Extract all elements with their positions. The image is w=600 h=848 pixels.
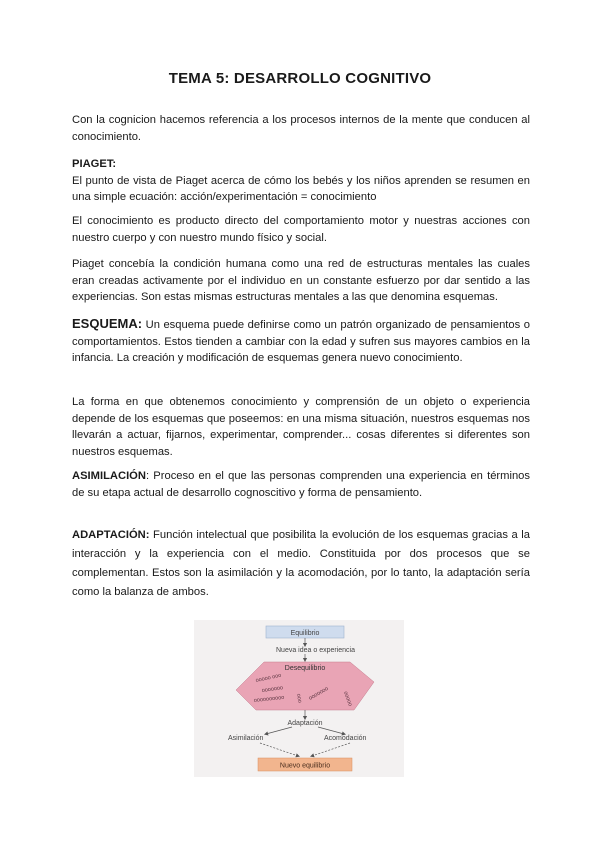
nueva-idea-label: Nueva idea o experiencia	[276, 647, 355, 654]
esquema-paragraph	[72, 316, 530, 367]
asimilacion-text: : Proceso en el que las personas comprenden una experiencia en términos de su etapa actual de desarrollo cognoscitivo y forma de pensamiento.	[72, 470, 530, 499]
svg-text:ooooooo: ooooooo	[261, 685, 284, 694]
intro-paragraph: Con la cognicion hacemos referencia a los procesos internos de la mente que conducen al conocimiento.	[72, 114, 530, 143]
diagram-svg	[194, 620, 404, 777]
piaget-paragraph-3: Piaget concebía la condición humana como una red de estructuras mentales las cuales eran creadas activamente por el individuo en un constante esfuerzo por dar sentido a las experiencias. Son estas mismas estructuras mentales a las que denomina esquemas.	[72, 258, 530, 303]
svg-text:ooooooo: ooooooo	[308, 685, 330, 702]
svg-text:ooooo ooo: ooooo ooo	[255, 672, 282, 684]
piaget-section	[72, 156, 530, 206]
adaptacion-paragraph	[72, 526, 530, 602]
svg-text:oooooooooo: oooooooooo	[253, 694, 285, 704]
nuevo-equilibrio-label: Nuevo equilibrio	[279, 762, 331, 770]
svg-text:ooooo: ooooo	[342, 690, 353, 708]
esquema-text: Un esquema puede definirse como un patrón organizado de pensamientos o comportamientos. Estos tienden a cambiar con la edad y sufren sus mayores cambios en la infancia. La creación y modificación de esquemas genera nuevo conocimiento.	[72, 319, 530, 364]
svg-text:ooo: ooo	[295, 693, 303, 704]
acomodacion-diagram-label: Acomodación	[324, 735, 367, 742]
adaptacion-text: Función intelectual que posibilita la evolución de los esquemas gracias a la interacción y la experiencia con el medio. Constituida por dos procesos que se complementan. Estos son la asimilación y la acomodación, por lo tanto, la adaptación sería como la balanza de ambos.	[72, 529, 530, 598]
page-title: TEMA 5: DESARROLLO COGNITIVO	[168, 70, 432, 87]
adaptacion-label: ADAPTACIÓN:	[72, 529, 150, 541]
asimilacion-diagram-label: Asimilación	[228, 735, 264, 742]
piaget-paragraph-1: El punto de vista de Piaget acerca de cómo los bebés y los niños aprenden se resumen en una simple ecuación: acción/experimentación = conocimiento	[72, 174, 530, 203]
esquema-label: ESQUEMA:	[72, 316, 143, 331]
desequilibrio-label: Desequilibrio	[284, 665, 326, 672]
piaget-heading: PIAGET:	[72, 158, 117, 170]
piaget-paragraph-2: El conocimiento es producto directo del comportamiento motor y nuestras acciones con nuestro cuerpo y con nuestro mundo físico y social.	[72, 215, 530, 244]
asimilacion-paragraph	[72, 468, 530, 501]
adaptation-diagram	[194, 620, 404, 777]
equilibrio-label: Equilibrio	[290, 630, 320, 637]
forma-paragraph: La forma en que obtenemos conocimiento y comprensión de un objeto o experiencia depende de los esquemas que poseemos: en una misma situación, nuestros esquemas nos llevarán a actuar, fijarnos, experimentar, comprender... cosas diferentes si diferentes son nuestros esquemas.	[72, 396, 530, 458]
asimilacion-label: ASIMILACIÓN	[72, 470, 146, 482]
adaptacion-diagram-label: Adaptación	[287, 720, 323, 727]
